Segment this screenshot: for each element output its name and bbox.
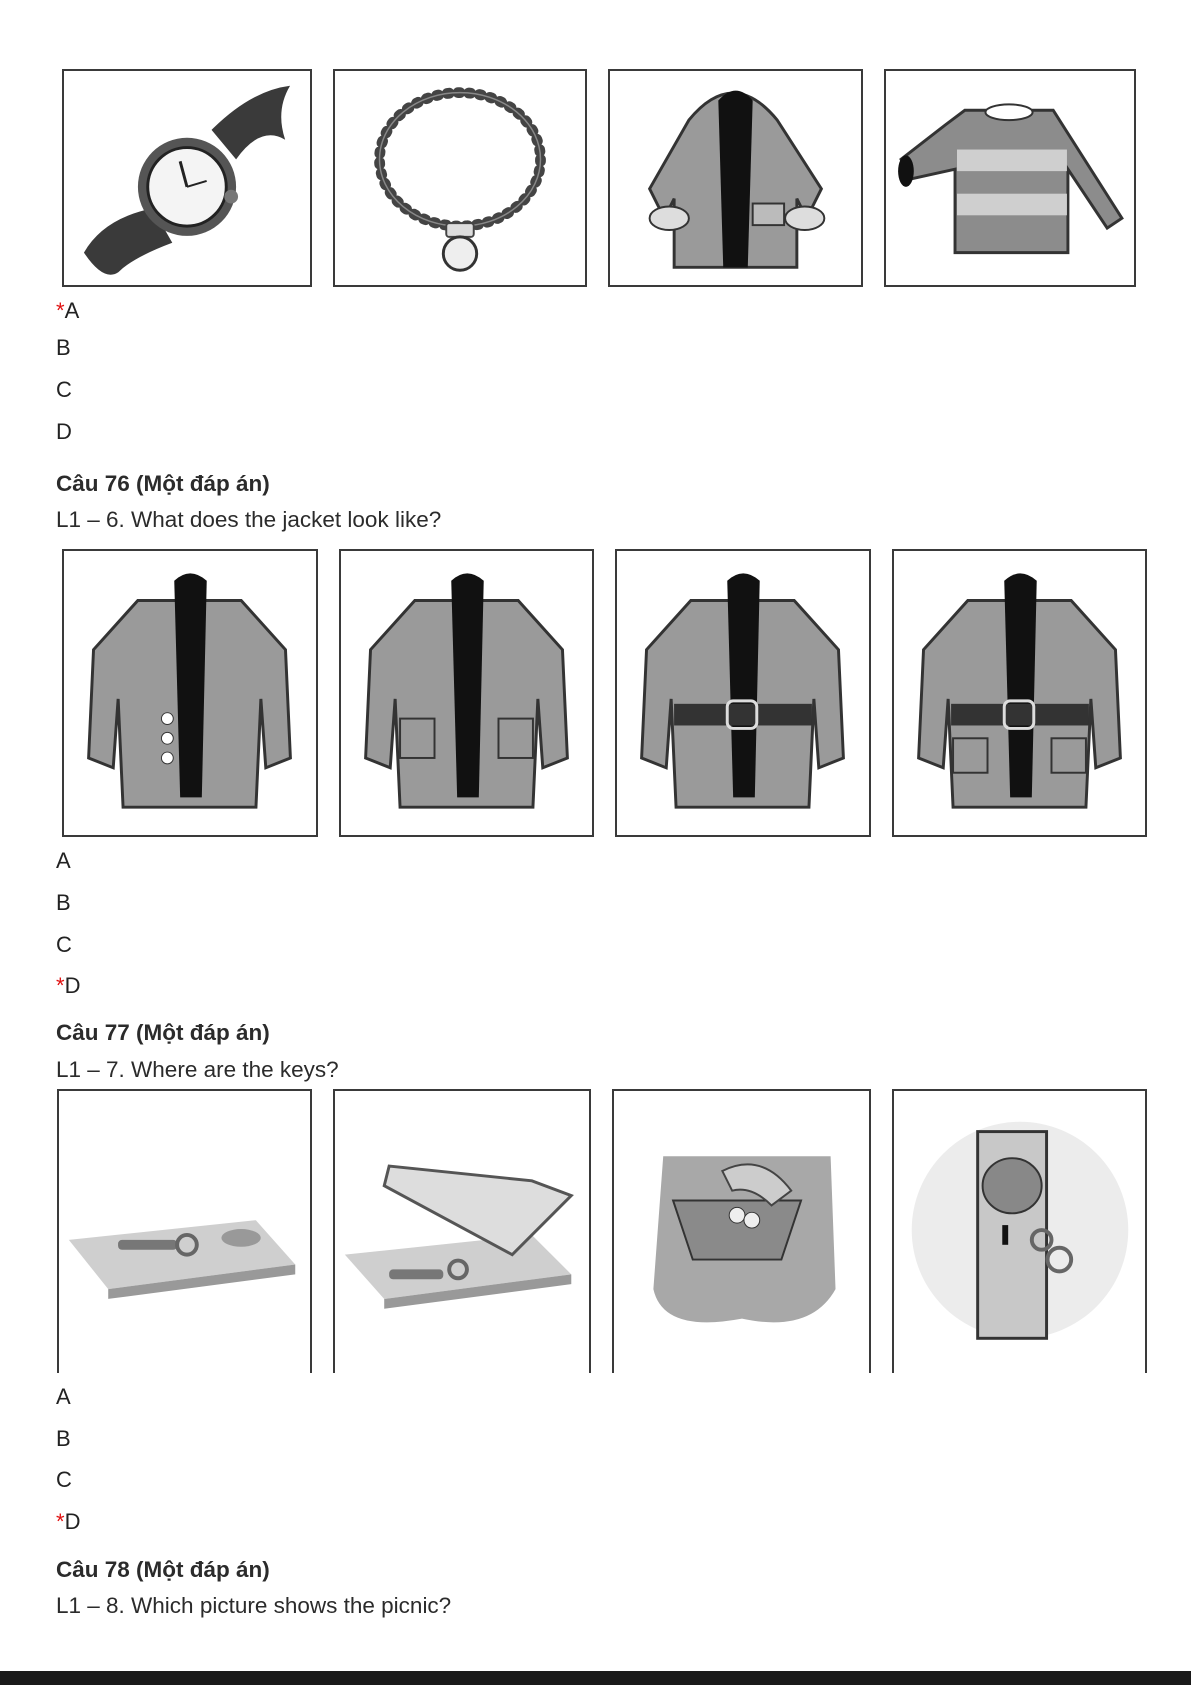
q75-option-d[interactable]: D [56, 419, 72, 444]
q76-option-d-image [892, 549, 1147, 837]
q76-title: Câu 76 (Một đáp án) [56, 471, 270, 496]
keys-under-wallet-icon [335, 1091, 589, 1373]
jacket-pockets-icon [341, 551, 592, 835]
page-bottom-divider [0, 1671, 1191, 1685]
keys-in-door-icon [894, 1091, 1145, 1373]
q75-option-b-image [333, 69, 587, 287]
q76-question-text: L1 – 6. What does the jacket look like? [56, 507, 442, 532]
q78-title: Câu 78 (Một đáp án) [56, 1557, 270, 1582]
q75-option-c-image [608, 69, 863, 287]
q75-option-b[interactable]: B [56, 335, 71, 360]
q76-option-b[interactable]: B [56, 890, 71, 915]
q75-option-c[interactable]: C [56, 377, 72, 402]
q76-option-a-image [62, 549, 318, 837]
q75-option-a[interactable]: *A [56, 298, 80, 323]
q76-option-c-image [615, 549, 871, 837]
q76-image-strip [62, 549, 1168, 837]
q76-option-d[interactable]: *D [56, 973, 81, 998]
q76-option-a[interactable]: A [56, 848, 71, 873]
jacket-buttons-icon [64, 551, 316, 835]
striped-sweater-icon [886, 71, 1134, 285]
q77-option-b[interactable]: B [56, 1426, 71, 1451]
correct-answer-marker: * [56, 1509, 65, 1534]
q76-option-c[interactable]: C [56, 932, 72, 957]
q77-option-b-image [333, 1089, 591, 1373]
q77-option-c[interactable]: C [56, 1467, 72, 1492]
q78-question-text: L1 – 8. Which picture shows the picnic? [56, 1593, 452, 1618]
keys-on-table-icon [59, 1091, 310, 1373]
jacket-belt-pockets-icon [894, 551, 1145, 835]
q77-option-c-image [612, 1089, 871, 1373]
q75-option-d-image [884, 69, 1136, 287]
q77-option-d[interactable]: *D [56, 1509, 81, 1534]
q77-option-a[interactable]: A [56, 1384, 71, 1409]
q76-option-b-image [339, 549, 594, 837]
q77-image-strip [57, 1089, 1168, 1373]
keys-in-pocket-icon [614, 1091, 869, 1373]
q75-option-a-image [62, 69, 312, 287]
q75-image-strip [62, 69, 1157, 287]
q77-question-text: L1 – 7. Where are the keys? [56, 1057, 339, 1082]
q77-option-d-image [892, 1089, 1147, 1373]
correct-answer-marker: * [56, 298, 65, 323]
hooded-jacket-icon [610, 71, 861, 285]
q77-title: Câu 77 (Một đáp án) [56, 1020, 270, 1045]
q77-option-a-image [57, 1089, 312, 1373]
jacket-belt-icon [617, 551, 869, 835]
necklace-icon [335, 71, 585, 285]
watch-icon [64, 71, 310, 285]
correct-answer-marker: * [56, 973, 65, 998]
